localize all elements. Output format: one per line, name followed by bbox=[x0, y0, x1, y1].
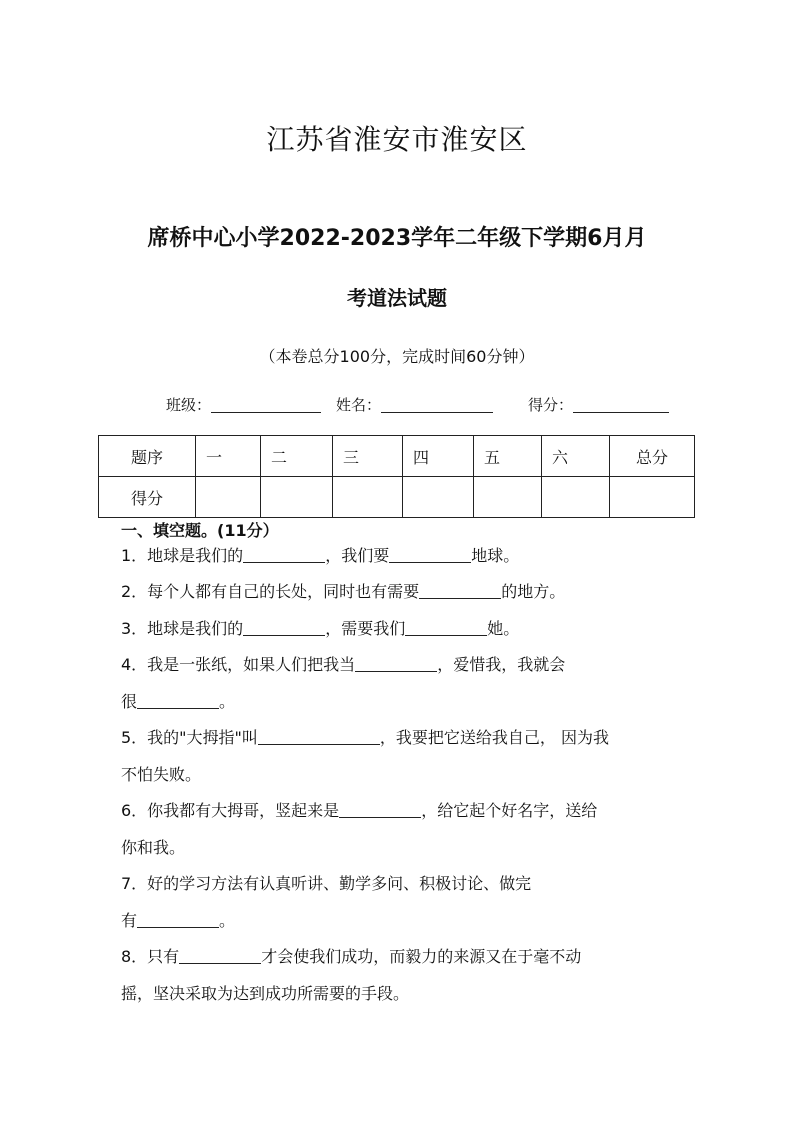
answer-blank[interactable] bbox=[179, 945, 261, 964]
question-text: 摇，坚决采取为达到成功所需要的手段。 bbox=[121, 984, 410, 1003]
document-title-subject: 考道法试题 bbox=[347, 286, 447, 310]
section-heading: 一、填空题。(11分） bbox=[121, 521, 279, 540]
table-cell-header: 一 bbox=[196, 436, 261, 477]
name-label: 姓名： bbox=[336, 396, 382, 414]
table-cell-header: 五 bbox=[474, 436, 542, 477]
score-label: 得分： bbox=[528, 396, 574, 414]
question-text: 你和我。 bbox=[121, 838, 186, 857]
table-cell-score-entry[interactable] bbox=[610, 477, 695, 518]
answer-blank[interactable] bbox=[243, 544, 325, 563]
question-text: ，爱惜我，我就会 bbox=[437, 655, 566, 674]
question-text: 6．你我都有大拇哥，竖起来是 bbox=[121, 801, 340, 820]
question-text: ，给它起个好名字，送给 bbox=[421, 801, 598, 820]
document-title-region: 江苏省淮安市淮安区 bbox=[266, 123, 528, 156]
question-text: 5．我的"大拇指"叫 bbox=[121, 728, 258, 747]
answer-blank[interactable] bbox=[405, 617, 487, 636]
question-5 bbox=[121, 719, 609, 793]
answer-blank[interactable] bbox=[419, 580, 501, 599]
answer-blank[interactable] bbox=[355, 653, 437, 672]
question-text: 。 bbox=[219, 911, 236, 930]
question-text: 不怕失败。 bbox=[121, 765, 202, 784]
question-text: ，需要我们 bbox=[325, 619, 406, 638]
question-text: 有 bbox=[121, 911, 138, 930]
answer-blank[interactable] bbox=[137, 690, 219, 709]
table-cell-score-entry[interactable] bbox=[474, 477, 542, 518]
question-6 bbox=[121, 792, 597, 866]
question-text: 很 bbox=[121, 692, 138, 711]
question-text: 2．每个人都有自己的长处，同时也有需要 bbox=[121, 582, 420, 601]
answer-blank[interactable] bbox=[243, 617, 325, 636]
class-blank[interactable] bbox=[211, 396, 321, 413]
name-blank[interactable] bbox=[381, 396, 493, 413]
document-title-school: 席桥中心小学2022-2023学年二年级下学期6月月 bbox=[147, 226, 647, 251]
class-field bbox=[166, 394, 321, 415]
question-text: 1．地球是我们的 bbox=[121, 546, 244, 565]
question-text: 地球。 bbox=[471, 546, 520, 565]
question-2 bbox=[121, 573, 565, 610]
table-cell-score-label: 得分 bbox=[99, 477, 196, 518]
name-field bbox=[336, 394, 493, 415]
question-4 bbox=[121, 646, 565, 720]
score-field bbox=[528, 394, 669, 415]
question-text: 8．只有 bbox=[121, 947, 180, 966]
table-cell-header: 六 bbox=[542, 436, 610, 477]
answer-blank[interactable] bbox=[137, 909, 219, 928]
table-cell-score-entry[interactable] bbox=[261, 477, 333, 518]
question-text: 3．地球是我们的 bbox=[121, 619, 244, 638]
answer-blank[interactable] bbox=[389, 544, 471, 563]
question-text: ，我要把它送给我自己， 因为我 bbox=[379, 728, 609, 747]
score-table bbox=[98, 435, 695, 518]
table-cell-score-entry[interactable] bbox=[333, 477, 403, 518]
table-cell-score-entry[interactable] bbox=[542, 477, 610, 518]
question-text: 的地方。 bbox=[501, 582, 566, 601]
score-table-header-row bbox=[99, 436, 695, 477]
question-7 bbox=[121, 865, 531, 939]
answer-blank[interactable] bbox=[339, 799, 421, 818]
answer-blank[interactable] bbox=[258, 726, 380, 745]
question-3 bbox=[121, 610, 519, 647]
class-label: 班级： bbox=[166, 396, 212, 414]
table-cell-header: 二 bbox=[261, 436, 333, 477]
question-text: ，我们要 bbox=[325, 546, 390, 565]
question-text: 7．好的学习方法有认真听讲、勤学多问、积极讨论、做完 bbox=[121, 874, 532, 893]
question-text: 。 bbox=[219, 692, 236, 711]
question-text: 才会使我们成功，而毅力的来源又在于毫不动 bbox=[261, 947, 582, 966]
score-blank[interactable] bbox=[573, 396, 669, 413]
exam-note: （本卷总分100分，完成时间60分钟） bbox=[259, 347, 535, 366]
table-cell-score-entry[interactable] bbox=[403, 477, 474, 518]
question-8 bbox=[121, 938, 581, 1012]
table-cell-header: 总分 bbox=[610, 436, 695, 477]
table-cell-header: 题序 bbox=[99, 436, 196, 477]
question-text: 4．我是一张纸，如果人们把我当 bbox=[121, 655, 356, 674]
table-cell-header: 四 bbox=[403, 436, 474, 477]
question-text: 她。 bbox=[487, 619, 520, 638]
table-cell-score-entry[interactable] bbox=[196, 477, 261, 518]
table-cell-header: 三 bbox=[333, 436, 403, 477]
score-table-score-row bbox=[99, 477, 695, 518]
question-1 bbox=[121, 537, 519, 574]
